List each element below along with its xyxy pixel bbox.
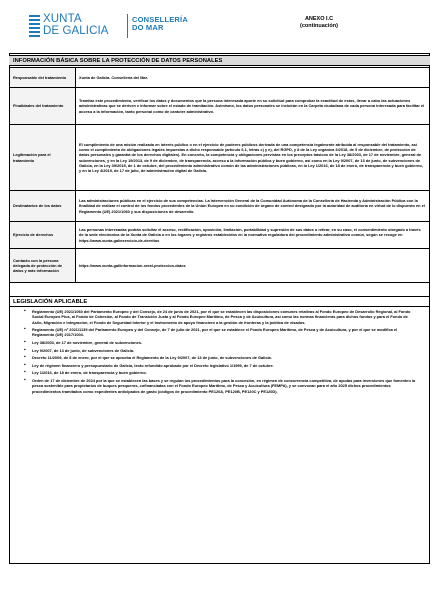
list-item: ▪ Orden de 17 de diciembre de 2024 por la que se establecen las bases y se regulan los procedimientos para la concesión, en régimen de concurrencia competitiva, de ayudas para inversiones que fomenten la pesca sostenible para propietarios de buques pesqueros, cofinanciadas con el Fondo Europeo Marítimo, de Pesca y Acuicultura (FEMPA), y se convocan para el año 2025 dichos procedimientos procedimientos tramitados como expedientes anticipados de gasto (códigos de procedimiento PE120A, PE120B, PE120C y PE120D). <box>24 378 419 394</box>
xunta-logo <box>29 13 109 43</box>
list-item: ▪ Ley 9/2007, de 13 de junio, de subvenciones de Galicia. <box>24 348 419 353</box>
row-key: Finalidades del tratamiento <box>10 88 76 125</box>
legislation-divider <box>9 296 430 297</box>
table-row <box>10 88 430 125</box>
row-key: Legitimación para el tratamiento <box>10 125 76 191</box>
row-key: Responsable del tratamiento <box>10 68 76 88</box>
annex-title: ANEXO I.C <box>304 16 334 22</box>
annex-subtitle: (continuación) <box>300 23 338 29</box>
row-key: Destinatarios de los datos <box>10 191 76 222</box>
section-title: INFORMACIÓN BÁSICA SOBRE LA PROTECCIÓN DE DATOS PERSONALES <box>9 55 430 66</box>
list-item: ▪ Ley 38/2003, de 17 de noviembre, general de subvenciones. <box>24 340 419 345</box>
table-row <box>10 68 430 88</box>
list-item: ▪ Reglamento (UE) 2021/1060 del Parlamento Europeo y del Consejo, de 24 de junio de 2021, por el que se establecen las disposiciones comunes relativas al Fondo Europeo de Desarrollo Regional, al Fondo Social Europeo Plus, al Fondo de Cohesión, al Fondo de Transición Justa y al Fondo Europeo Marítimo, de Pesca y de Acuicultura, así como las normas financieras para dichos fondos y para el Fondo de Asilo, Migración e Integración, el Fondo de Seguridad Interior y el Instrumento de apoyo financiero a la gestión de fronteras y la política de visados. <box>24 309 419 325</box>
page-header <box>29 12 421 46</box>
row-key: Contacto con la persona delegada de protección de datos y más información <box>10 249 76 283</box>
row-value: Xunta de Galicia. Consellería del Mar. <box>76 68 430 88</box>
table-row <box>10 249 430 283</box>
annex-heading <box>279 16 359 30</box>
row-value: Las personas interesadas podrán solicitar el acceso, rectificación, oposición, limitación, portabilidad y supresión de sus datos o retirar, en su caso, el consentimiento otorgado a través de la sede electrónica de la Xunta de Galicia o en los lugares y registros establecidos en la normativa reguladora del procedimiento administrativo común, según se recoge en https://www.xunta.gal/exercicio-de-dereitos <box>76 222 430 249</box>
data-protection-table <box>9 67 430 283</box>
table-row <box>10 191 430 222</box>
table-row <box>10 222 430 249</box>
legislation-title: LEGISLACIÓN APLICABLE <box>13 299 88 305</box>
department-name <box>132 16 188 32</box>
legislation-title-underline <box>9 306 430 307</box>
dept-line2: DO MAR <box>132 23 164 32</box>
logo-divider <box>127 14 128 38</box>
legislation-list <box>24 309 419 396</box>
row-value: Tramitar este procedimiento, verificar los datos y documentos que la persona interesada aporte en su solicitud para comprobar la exactitud de estos, llevar a cabo las actuaciones administrativas que se deriven e informar sobre el estado de tramitación. Asimismo, los datos personales se incluirán en la Carpeta ciudadana de cada persona interesada para facilitar el acceso a la información, tanto personal como de carácter administrativo. <box>76 88 430 125</box>
row-value: Las administraciones públicas en el ejercicio de sus competencias. La Intervención General de la Comunidad Autónoma de la Consellería de Hacienda y Administración Pública con la finalidad de realizar el control de los fondos procedentes de la Unión Europea en su condición de órgano de control designado por la autoridad de auditoría en virtud de lo dispuesto en el Reglamento (UE) 2021/1060 y sus disposiciones de desarrollo. <box>76 191 430 222</box>
table-row <box>10 125 430 191</box>
list-item: ▪ Ley 1/2016, de 18 de enero, de transparencia y buen gobierno. <box>24 370 419 375</box>
logo-text-line2: DE GALICIA <box>43 25 109 37</box>
dept-line1: CONSELLERÍA <box>132 15 188 24</box>
list-item: ▪ Decreto 11/2009, de 8 de enero, por el que se aprueba el Reglamento de la Ley 9/2007, de 13 de junio, de subvenciones de Galicia. <box>24 355 419 360</box>
list-item: ▪ Ley de régimen financiero y presupuestario de Galicia, texto refundido aprobado por el Decreto legislativo 1/1999, de 7 de octubre. <box>24 363 419 368</box>
logo-text-line1: XUNTA <box>43 13 82 25</box>
flag-icon <box>29 15 40 39</box>
list-item: ▪ Reglamento (UE) nº 2021/1139 del Parlamento Europeo y del Consejo, de 7 de julio de 2021, por el que se establece el Fondo Europeo Marítimo, de Pesca y de Acuicultura, y por el que se modifica el Reglamento (UE) 2017/1004. <box>24 327 419 338</box>
row-value: https://www.xunta.gal/informacion-xeral-proteccion-datos <box>76 249 430 283</box>
row-key: Ejercicio de derechos <box>10 222 76 249</box>
row-value: El cumplimiento de una misión realizada en interés público o en el ejercicio de poderes públicos derivada de una competencia legalmente atribuida al responsable del tratamiento, así como el cumplimiento de obligaciones legales impuestas a dicho responsable (artículo 6.1, letras c) y e), del RGPD, y 8 de la Ley orgánica 3/2018, de 5 de diciembre, de protección de datos personales y garantía de los derechos digitales). En concreto, la competencia y obligaciones previstas en los preceptos básicos de la Ley 38/2003, de 17 de noviembre, general de subvenciones, y en la Ley 19/2013, de 9 de diciembre, de transparencia, acceso a la información pública y buen gobierno, así como en la Ley 9/2007, de 13 de junio, de subvenciones de Galicia, en la Ley 39/2015, de 1 de octubre, del procedimiento administrativo común de las administraciones públicas, en la Ley 1/2016, de 18 de enero, de transparencia y buen gobierno, y en la Ley 4/2019, de 17 de julio, de administración digital de Galicia. <box>76 125 430 191</box>
